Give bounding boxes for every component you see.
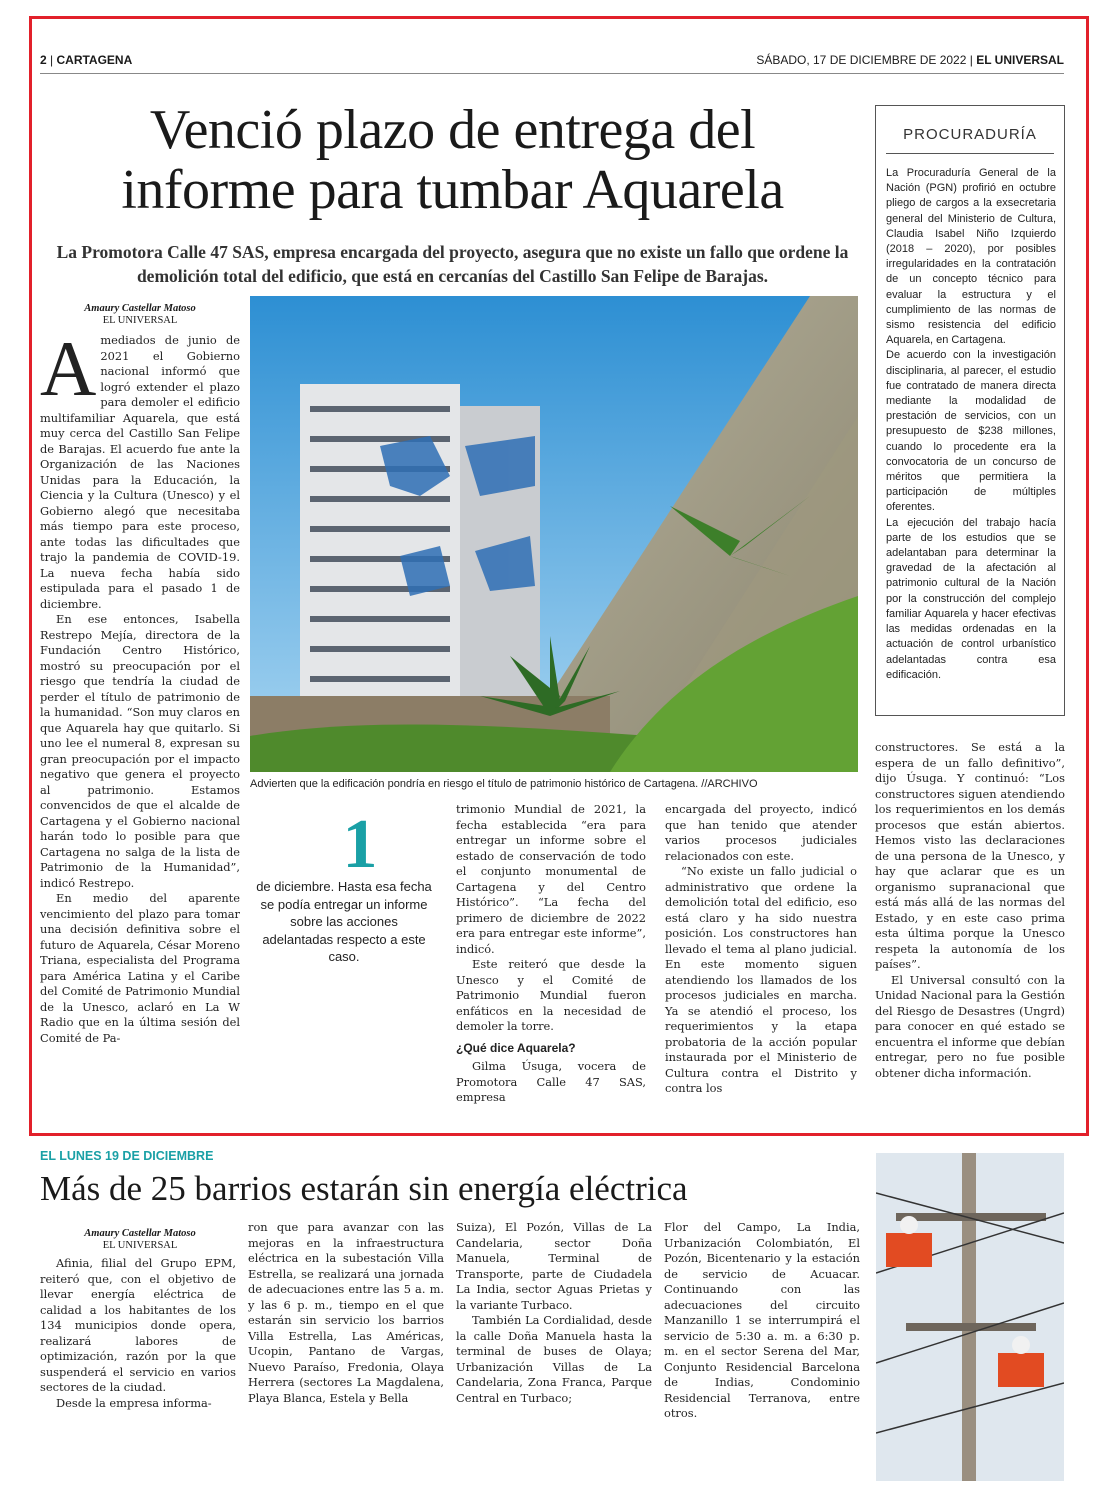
byline-outlet: EL UNIVERSAL [102, 315, 178, 326]
byline-outlet: EL UNIVERSAL [102, 1240, 178, 1251]
photo-illustration [250, 296, 858, 772]
article-subhead: La Promotora Calle 47 SAS, empresa encargada del proyecto, asegura que no existe un fallo que ordene la demolición total del edificio, que está en cercanías del Castillo San Felipe de Barajas. [56, 242, 849, 286]
big-number-text: de diciembre. Hasta esa fecha se podía entregar un informe sobre las acciones adelantadas respecto a este caso. [256, 879, 432, 964]
page-number: 2 [40, 53, 47, 67]
section-name: CARTAGENA [56, 53, 133, 67]
article2-column-3 [456, 1220, 652, 1406]
paragraph: ron que para avanzar con las mejoras en la infraestructura eléctrica en la subestación Villa Estrella, se realizará una jornada de adecuaciones entre las 5 a. m. y las 6 p. m., tiempo en el que estarán sin servicio los barrios Villa Estrella, Las Américas, Ucopin, Pantano de Vargas, Nuevo Paraíso, Fredonia, Olaya Herrera (sectores La Magdalena, Playa Blanca, Estela y Bella [248, 1220, 444, 1405]
article1-column-3 [456, 802, 646, 1106]
paragraph: En medio del aparente vencimiento del plazo para tomar una decisión definitiva sobre el futuro de Aquarela, César Moreno Triana, especialista del Programa para América Latina y el Caribe del Comité de Patrimonio Mundial de la Unesco, aclaró en La W Radio que en la última sesión del Comité de Pa- [40, 891, 240, 1045]
paragraph: Flor del Campo, La India, Urbanización Colombiatón, El Pozón, Bicentenario y la estación de servicio de Acuacar. Continuando con las adecuaciones del circuito Manzanillo 1 se interrumpirá el servicio de 5:30 a. m. a 6:30 p. m. en el sector Serena del Mar, Conjunto Residencial Barcelona de Indias, Condominio Residencial Terranova, entre otros. [664, 1220, 860, 1420]
big-number: 1 [342, 806, 378, 883]
photo-illustration [876, 1153, 1064, 1481]
paragraph: También La Cordialidad, desde la calle Doña Manuela hasta la terminal de buses de Olaya; Urbanización Villas de La Candelaria, Zona Franca, Parque Central en Turbaco; [456, 1313, 652, 1405]
paragraph: mediados de junio de 2021 el Gobierno nacional informó que logró extender el plazo para demoler el edificio multifamiliar Aquarela, que está muy cerca del Castillo San Felipe de Barajas. El acuerdo fue ante la Organización de las Naciones Unidas para la Educación, la Ciencia y la Cultura (Unesco) y el Gobierno alegó que necesitaba más tiempo para este proceso, ante todas las dificultades que trajo la pandemia de COVID-19. La nueva fecha había sido estipulada para el pasado 1 de diciembre. [40, 333, 240, 611]
headline-line-2: informe para tumbar Aquarela [121, 159, 784, 221]
byline-name: Amaury Castellar Matoso [84, 303, 196, 314]
sidebar-box [875, 105, 1065, 716]
article1-column-4 [665, 802, 857, 1097]
headline-line-1: Venció plazo de entrega del [149, 99, 756, 161]
paragraph: constructores. Se está a la espera de un fallo definitivo”, dijo Úsuga. Y continuó: “Los constructores siguen atendiendo los requerimientos en los demás procesos que están abiertos. Hemos visto las declaraciones de una persona de la Unesco, y hay que aclarar que es un organismo supranacional que está más allá de las normas del Estado, y en este caso prima esta última porque la Unesco respeta la autonomía de los países”. [875, 740, 1065, 971]
issue-date: SÁBADO, 17 DE DICIEMBRE DE 2022 [756, 53, 967, 67]
sidebar-title: PROCURADURÍA [903, 126, 1037, 143]
article2-column-1 [40, 1256, 236, 1411]
article1-column-1 [40, 325, 240, 1046]
article2-kicker: EL LUNES 19 DE DICIEMBRE [40, 1149, 214, 1163]
paragraph: Desde la empresa informa- [56, 1395, 212, 1410]
paragraph: El Universal consultó con la Unidad Nacional para la Gestión del Riesgo de Desastres (Ungrd) para conocer en qué estado se encuentra el informe que debían entregar, pero no fue posible obtener dicha información. [875, 972, 1065, 1080]
paragraph: Afinia, filial del Grupo EPM, reiteró que, con el objetivo de llevar energía eléctrica de calidad a los habitantes de los 134 municipios donde opera, realizará labores de optimización, razón por la que suspenderá el servicio en varios sectores de la ciudad. [40, 1256, 236, 1394]
byline [40, 303, 240, 327]
sidebar-paragraph: La Procuraduría General de la Nación (PGN) profirió en octubre pliego de cargos a la exsecretaria general del Ministerio de Cultura, Claudia Isabel Niño Izquierdo (2018 – 2020), por posibles irregularidades en la contratación de un concepto técnico para evaluar la estructura y el cumplimiento de las normas de sismo resistencia del edificio Aquarela, en Cartagena. [886, 167, 1056, 347]
byline-name: Amaury Castellar Matoso [84, 1228, 196, 1239]
section-subtitle: ¿Qué dice Aquarela? [456, 1040, 576, 1055]
article1-column-5 [875, 740, 1065, 1081]
sidebar-paragraph: La ejecución del trabajo hacía parte de los estudios que se adelantaban para determinar la gravedad de la afectación al patrimonio cultural de la Nación por la construcción del complejo familiar Aquarela y hacer efectivas las medidas ordenadas en la actuación de control urbanístico adelantadas contra esa edificación. [886, 516, 1056, 681]
photo-caption: Advierten que la edificación pondría en riesgo el título de patrimonio histórico de Cartagena. //ARCHIVO [250, 778, 758, 790]
article2-byline [40, 1228, 240, 1252]
newspaper-brand: EL UNIVERSAL [976, 53, 1064, 67]
paragraph: En ese entonces, Isabella Restrepo Mejía, directora de la Fundación Centro Histórico, mostró su preocupación por el riesgo que tendría la ciudad de perder el título de patrimonio de la humanidad. “Son muy claros en que Aquarela hay que quitarlo. Si uno lee el numeral 8, expresan su gran preocupación por el impacto negativo que genera el proyecto al patrimonio. Estamos convencidos de que el alcalde de Cartagena y el Gobierno nacional harán todo lo posible para que Cartagena no salga de la lista de Patrimonio de la Humanidad”, indicó Restrepo. [40, 612, 240, 890]
header-left: 2 | CARTAGENA [40, 53, 133, 67]
article2-column-4 [664, 1220, 860, 1422]
article2-column-2 [248, 1220, 444, 1406]
sidebar-rule [886, 153, 1054, 154]
paragraph: trimonio Mundial de 2021, la fecha establecida “era para entregar un informe sobre el estado de conservación de todo el conjunto monumental de Cartagena y del Centro Histórico”. “La fecha del primero de diciembre de 2022 era para entregar este informe”, indicó. [456, 802, 646, 956]
utility-workers-photo [876, 1153, 1064, 1481]
drop-cap: A [40, 325, 97, 412]
header-right: SÁBADO, 17 DE DICIEMBRE DE 2022 | EL UNIVERSAL [756, 53, 1064, 67]
aquarela-photo [250, 296, 858, 772]
header-rule [40, 73, 1064, 74]
paragraph: Gilma Úsuga, vocera de Promotora Calle 47 SAS, empresa [456, 1059, 646, 1104]
paragraph: Suiza), El Pozón, Villas de La Candelaria, sector Doña Manuela, Terminal de Transporte, parte de Ciudadela La India, sector Aguas Prietas y la variante Turbaco. [456, 1220, 652, 1312]
paragraph: encargada del proyecto, indicó que han tenido que atender varios procesos judiciales relacionados con este. [665, 802, 857, 863]
paragraph: “No existe un fallo judicial o administrativo que ordene la demolición total del edificio, eso está claro y ha sido nuestra posición. Los constructores han llevado el tema al plano judicial. En este momento siguen atendiendo los llamados de los procesos judiciales en marcha. Ya se atendió el proceso, los requerimientos y la etapa probatoria de la acción popular instaurada por el Ministerio de Cultura contra el Distrito y contra los [665, 864, 857, 1095]
page-header [40, 53, 1064, 73]
main-headline [40, 100, 865, 220]
sidebar-paragraph: De acuerdo con la investigación disciplinaria, al parecer, el estudio fue contratado de manera directa mediante la modalidad de prestación de servicios, con un presupuesto de $238 millones, cuando lo procedente era la convocatoria de un concurso de méritos que permitiera la participación de múltiples oferentes. [886, 349, 1056, 514]
paragraph: Este reiteró que desde la Unesco y el Comité de Patrimonio Mundial fueron enfáticos en la necesidad de demoler la torre. [456, 957, 646, 1033]
sidebar-body [886, 166, 1056, 683]
article2-headline: Más de 25 barrios estarán sin energía eléctrica [40, 1169, 688, 1208]
